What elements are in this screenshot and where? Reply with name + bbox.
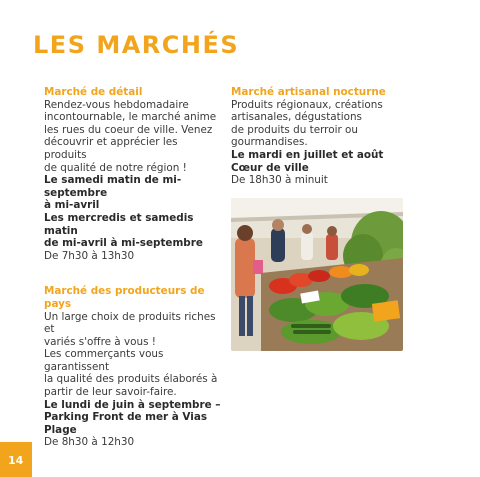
schedule-line: Le lundi de juin à septembre – bbox=[44, 398, 221, 411]
schedule-line: Le samedi matin de mi-septembre bbox=[44, 174, 182, 199]
section-heading: Marché artisanal nocturne bbox=[231, 86, 386, 98]
body-line: les rues du coeur de ville. Venez bbox=[44, 123, 213, 136]
left-column bbox=[44, 86, 222, 449]
body-line: gourmandises. bbox=[231, 136, 308, 149]
schedule-line: à mi-avril bbox=[44, 199, 100, 212]
body-line: variés s'offre à vous ! bbox=[44, 335, 156, 348]
section-marche-nocturne bbox=[231, 86, 406, 187]
hours-line: De 7h30 à 13h30 bbox=[44, 249, 135, 262]
schedule-line: Cœur de ville bbox=[231, 161, 309, 174]
schedule-line: de mi-avril à mi-septembre bbox=[44, 237, 203, 250]
page-title: LES MARCHÉS bbox=[33, 31, 240, 59]
section-marche-producteurs bbox=[44, 285, 222, 449]
page-number-box bbox=[0, 442, 32, 477]
body-line: artisanales, dégustations bbox=[231, 111, 362, 124]
page-number: 14 bbox=[8, 454, 24, 467]
body-line: la qualité des produits élaborés à bbox=[44, 373, 218, 386]
market-stall-photo bbox=[231, 198, 403, 351]
schedule-line: Les mercredis et samedis matin bbox=[44, 211, 194, 237]
body-line: découvrir et apprécier les produits bbox=[44, 136, 178, 161]
section-heading: Marché de détail bbox=[44, 86, 143, 98]
section-heading: Marché des producteurs de pays bbox=[44, 285, 205, 310]
body-line: Les commerçants vous garantissent bbox=[44, 348, 164, 373]
hours-line: De 18h30 à minuit bbox=[231, 174, 328, 187]
body-line: Un large choix de produits riches et bbox=[44, 310, 216, 336]
body-line: Produits régionaux, créations bbox=[231, 98, 383, 111]
hours-line: De 8h30 à 12h30 bbox=[44, 436, 135, 449]
body-line: incontournable, le marché anime bbox=[44, 111, 217, 124]
body-line: de produits du terroir ou bbox=[231, 123, 358, 136]
schedule-line: Le mardi en juillet et août bbox=[231, 148, 384, 161]
body-line: partir de leur savoir-faire. bbox=[44, 386, 177, 399]
section-marche-detail bbox=[44, 86, 222, 262]
schedule-line: Parking Front de mer à Vias Plage bbox=[44, 411, 208, 436]
body-line: Rendez-vous hebdomadaire bbox=[44, 98, 189, 111]
body-line: de qualité de notre région ! bbox=[44, 161, 187, 174]
right-column bbox=[231, 86, 406, 187]
